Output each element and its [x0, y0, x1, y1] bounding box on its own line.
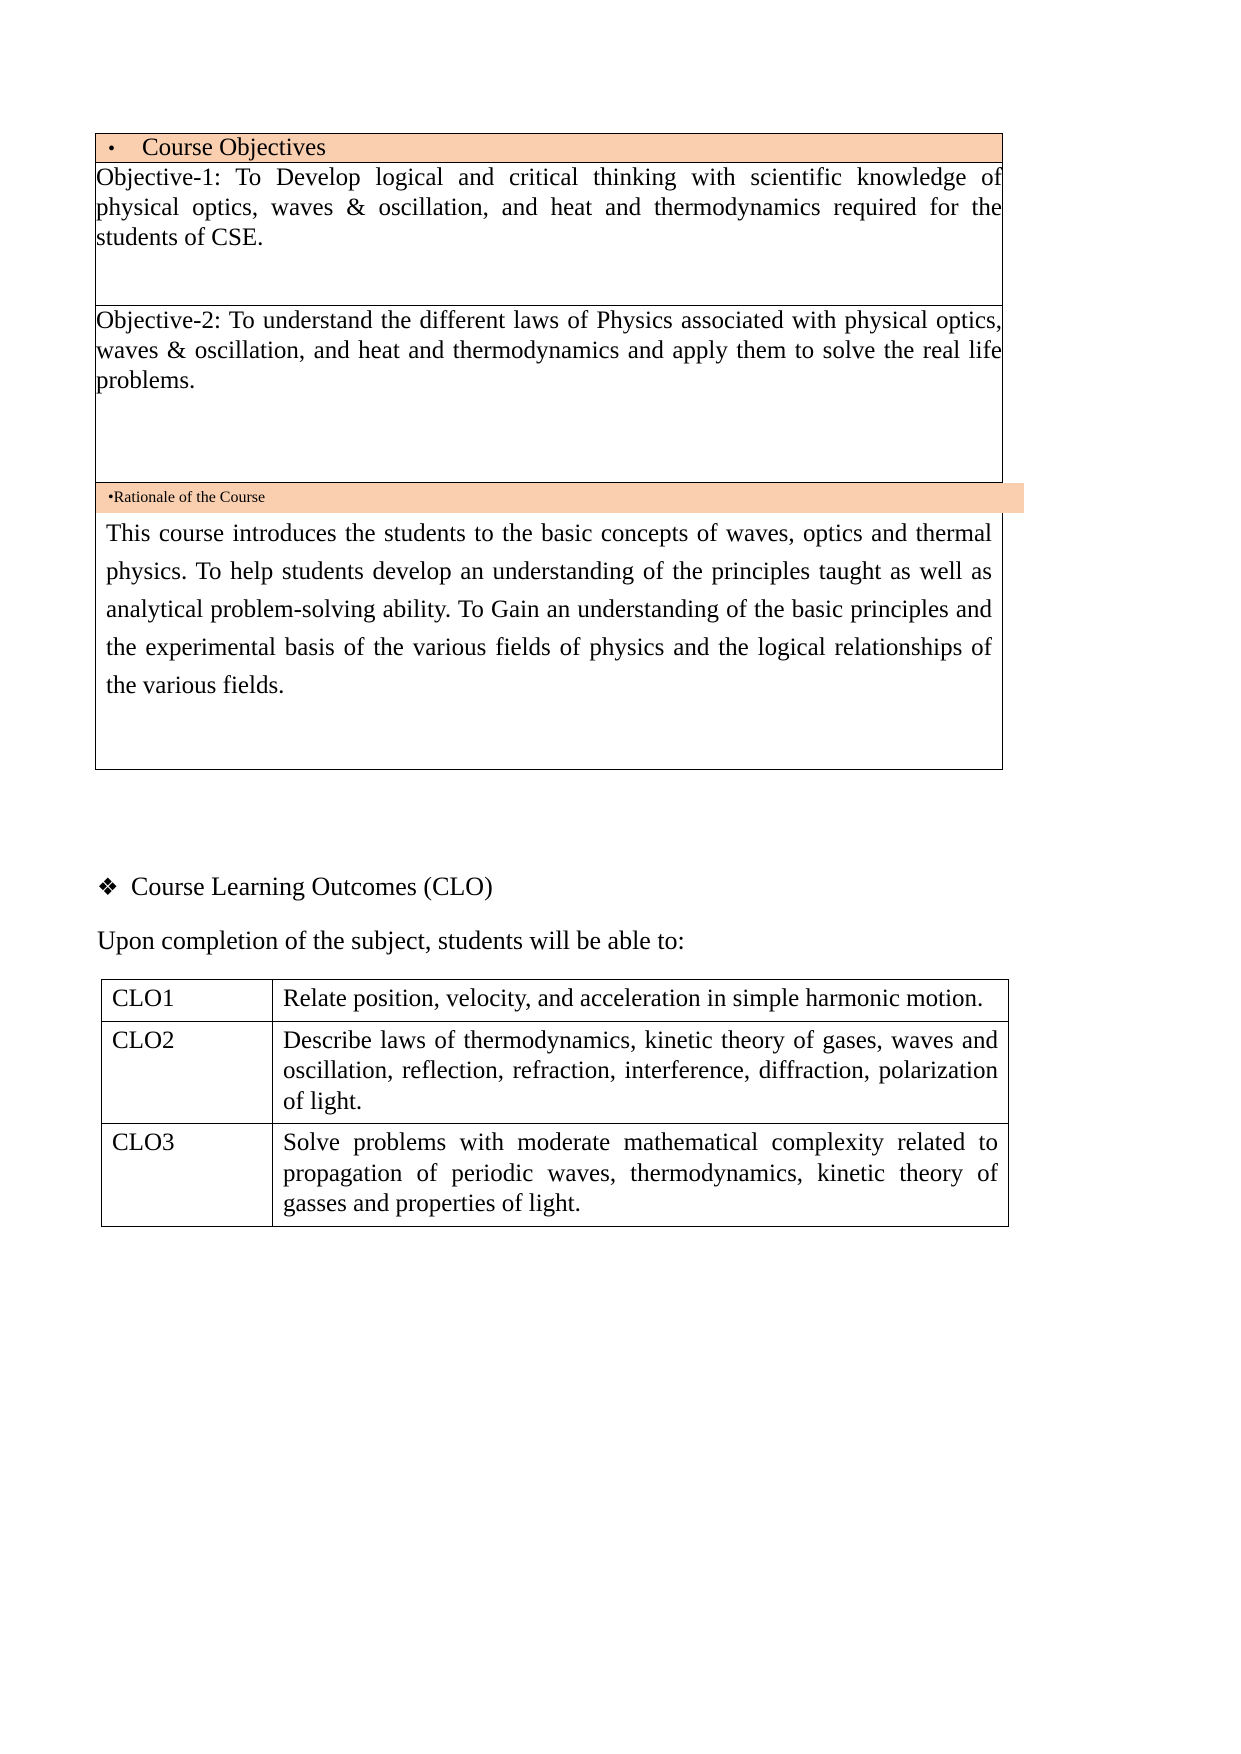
table-row — [102, 980, 1009, 1022]
diamond-bullet-icon: ❖ — [97, 875, 119, 901]
clo-code-cell: CLO3 — [102, 1124, 273, 1227]
rationale-header-wrap — [96, 483, 1002, 513]
objective-1-spacer — [96, 253, 1002, 305]
course-objectives-header-cell — [96, 134, 1003, 163]
table-row — [102, 1021, 1009, 1124]
rationale-text: This course introduces the students to the basic concepts of waves, optics and thermal physics. To help students develop an understanding of the principles taught as well as analytical problem-solving ability. To Gain an understanding of the basic principles and the experimental basis of the various fields of physics and the logical relationships of the various fields. — [106, 520, 992, 699]
clo-intro-text: Upon completion of the subject, students will be able to: — [97, 926, 685, 955]
round-bullet-icon: • — [108, 138, 116, 160]
clo-table — [101, 979, 1009, 1227]
clo-code-cell: CLO2 — [102, 1021, 273, 1124]
objective-2-spacer — [96, 396, 1002, 482]
table-row — [102, 1124, 1009, 1227]
objective-1-cell — [96, 163, 1003, 306]
rationale-spacer — [96, 705, 1002, 769]
course-objectives-header-label: Course Objectives — [142, 134, 326, 161]
table-row-rationale — [96, 483, 1003, 770]
table-row-objective-2 — [96, 306, 1003, 483]
course-objectives-table — [95, 133, 1003, 770]
rationale-cell — [96, 483, 1003, 770]
round-bullet-icon: • — [108, 489, 114, 506]
clo-heading-label: Course Learning Outcomes (CLO) — [131, 872, 493, 901]
clo-description-cell: Relate position, velocity, and acceleration in simple harmonic motion. — [273, 980, 1009, 1022]
table-row-objectives-header — [96, 134, 1003, 163]
objective-2-text: Objective-2: To understand the different laws of Physics associated with physical optics, waves & oscillation, and heat and thermodynamics and apply them to solve the real life problems. — [96, 307, 1002, 394]
clo-code-cell: CLO1 — [102, 980, 273, 1022]
clo-description-cell: Solve problems with moderate mathematical complexity related to propagation of periodic waves, thermodynamics, kinetic theory of gasses and properties of light. — [273, 1124, 1009, 1227]
clo-description-cell: Describe laws of thermodynamics, kinetic theory of gases, waves and oscillation, reflection, refraction, interference, diffraction, polarization of light. — [273, 1021, 1009, 1124]
rationale-header-band — [96, 483, 1024, 513]
objective-1-text: Objective-1: To Develop logical and critical thinking with scientific knowledge of physical optics, waves & oscillation, and heat and thermodynamics required for the students of CSE. — [96, 164, 1002, 251]
table-row-objective-1 — [96, 163, 1003, 306]
rationale-header-label: Rationale of the Course — [113, 489, 266, 506]
clo-heading — [97, 872, 493, 902]
objective-2-cell — [96, 306, 1003, 483]
